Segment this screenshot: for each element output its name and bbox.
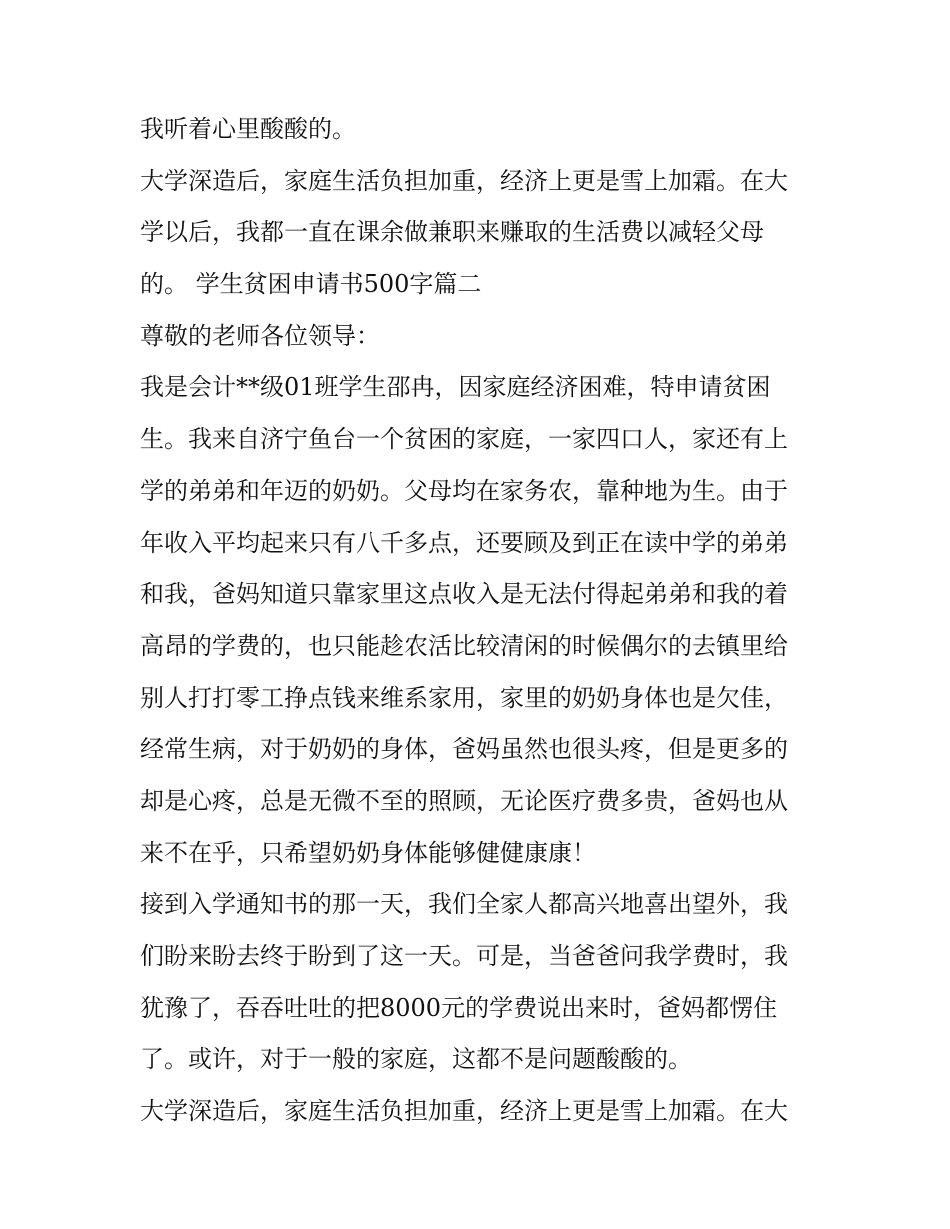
text-line: 学的弟弟和年迈的奶奶。父母均在家务农，靠种地为生。由于 xyxy=(140,476,788,505)
text-line: 高昂的学费的，也只能趁农活比较清闲的时候偶尔的去镇里给 xyxy=(140,631,788,660)
text-line: 别人打打零工挣点钱来维系家用，家里的奶奶身体也是欠佳， xyxy=(140,683,788,712)
text-line: 来不在乎，只希望奶奶身体能够健健康康！ xyxy=(140,838,596,867)
text-line: 尊敬的老师各位领导： xyxy=(140,321,380,350)
text-line: 经常生病，对于奶奶的身体，爸妈虽然也很头疼，但是更多的 xyxy=(140,735,788,764)
text-line: 接到入学通知书的那一天，我们全家人都高兴地喜出望外，我 xyxy=(140,890,788,919)
text-line: 学以后，我都一直在课余做兼职来赚取的生活费以减轻父母 xyxy=(140,218,764,247)
text-line: 年收入平均起来只有八千多点，还要顾及到正在读中学的弟弟 xyxy=(140,528,788,557)
text-line: 生。我来自济宁鱼台一个贫困的家庭，一家四口人，家还有上 xyxy=(140,425,788,454)
text-line: 犹豫了，吞吞吐吐的把8000元的学费说出来时，爸妈都愣住 xyxy=(140,993,778,1022)
text-line: 我听着心里酸酸的。 xyxy=(140,115,356,143)
document-body xyxy=(140,108,820,1142)
text-line: 的。 学生贫困申请书500字篇二 xyxy=(140,270,482,299)
text-line: 我是会计**级01班学生邵冉，因家庭经济困难，特申请贫困 xyxy=(140,373,771,402)
text-line: 了。或许，对于一般的家庭，这都不是问题酸酸的。 xyxy=(140,1045,692,1074)
text-line: 和我，爸妈知道只靠家里这点收入是无法付得起弟弟和我的着 xyxy=(140,580,788,609)
text-line: 却是心疼，总是无微不至的照顾，无论医疗费多贵，爸妈也从 xyxy=(140,786,788,815)
text-line: 大学深造后，家庭生活负担加重，经济上更是雪上加霜。在大 xyxy=(140,1097,788,1126)
text-line: 们盼来盼去终于盼到了这一天。可是，当爸爸问我学费时，我 xyxy=(140,942,788,970)
text-line: 大学深造后，家庭生活负担加重，经济上更是雪上加霜。在大 xyxy=(140,166,788,195)
